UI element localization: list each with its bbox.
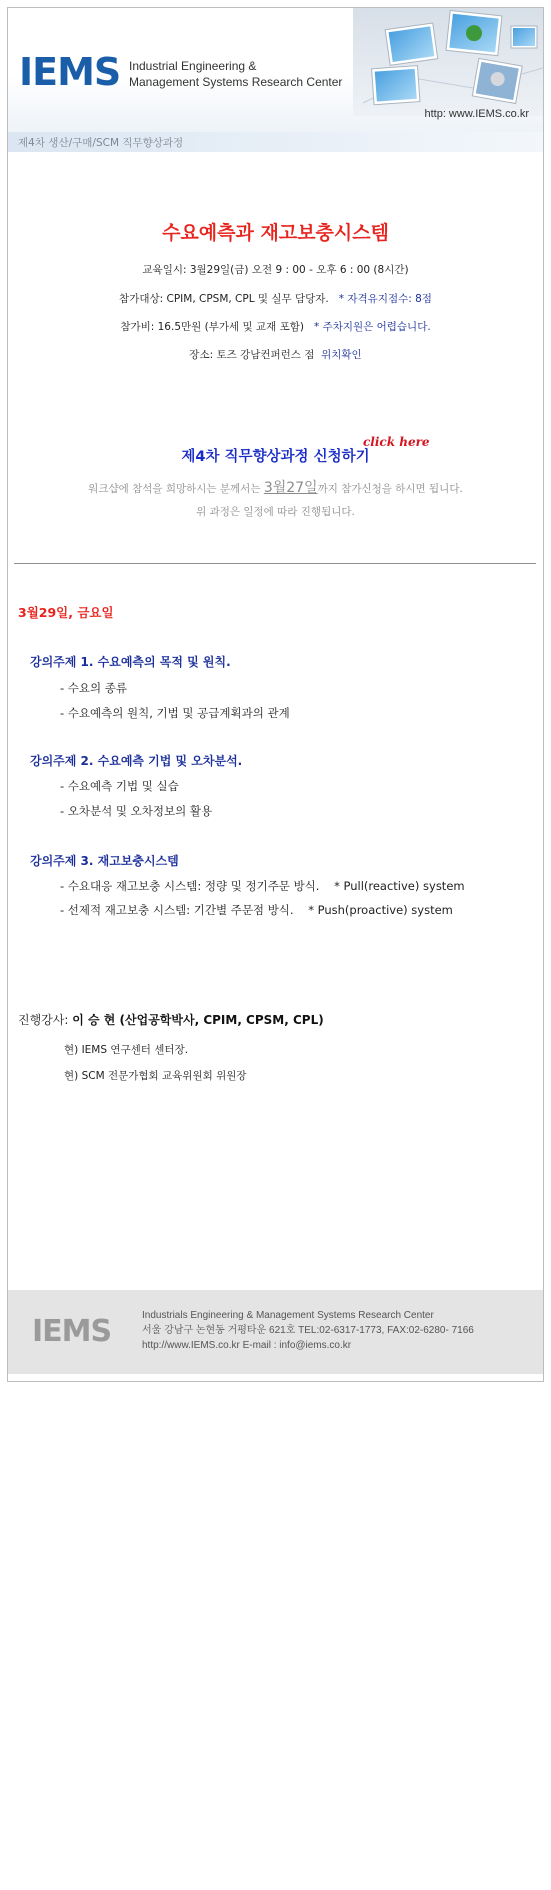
topic-1-title: 강의주제 1. 수요예측의 목적 및 원칙. <box>30 655 231 669</box>
apply-note-before: 워크샵에 참석을 희망하시는 분께서는 <box>88 483 264 495</box>
lecturer-line <box>18 1011 324 1028</box>
header-banner <box>8 8 543 132</box>
topic-3-title: 강의주제 3. 재고보충시스템 <box>30 854 179 868</box>
course-title: 수요예측과 재고보충시스템 <box>162 222 389 244</box>
topic-1-item: - 수요예측의 원칙, 기법 및 공급계획과의 관계 <box>60 706 290 720</box>
breadcrumb-bar <box>8 132 543 152</box>
footer-contact <box>142 1308 474 1353</box>
course-target <box>8 291 543 306</box>
course-fee-note: * 주차지원은 어렵습니다. <box>313 321 431 333</box>
topic-2-item: - 수요예측 기법 및 실습 <box>60 779 179 793</box>
newsletter-frame <box>7 7 544 1382</box>
course-place <box>8 347 543 362</box>
course-fee <box>8 319 543 334</box>
topic-2-title: 강의주제 2. 수요예측 기법 및 오차분석. <box>30 754 243 768</box>
lecturer-label: 진행강사: <box>18 1013 73 1027</box>
header-url[interactable]: http: www.IEMS.co.kr <box>424 108 529 120</box>
footer-org: Industrials Engineering & Management Systems Research Center <box>142 1310 434 1321</box>
apply-link[interactable]: 제4차 직무향상과정 신청하기 <box>181 449 370 465</box>
click-here-label[interactable]: click here <box>363 435 430 449</box>
lecturer-role: 현) SCM 전문가협회 교육위원회 위원장 <box>64 1070 247 1082</box>
session-date: 3월29일, 금요일 <box>18 605 114 620</box>
course-date: 교육일시: 3월29일(금) 오전 9 : 00 - 오후 6 : 00 (8시간) <box>142 264 409 276</box>
org-name-line1: Industrial Engineering & <box>129 59 257 73</box>
org-name-line2: Management Systems Research Center <box>129 75 343 89</box>
topic-2-item: - 오차분석 및 오차정보의 활용 <box>60 804 213 818</box>
header-decoration-image <box>353 8 543 116</box>
schedule-note: 위 과정은 일정에 따라 진행됩니다. <box>196 506 355 518</box>
footer <box>8 1290 543 1374</box>
topic-1-item: - 수요의 종류 <box>60 681 128 695</box>
apply-deadline-note <box>8 477 543 497</box>
apply-note-after: 까지 참가신청을 하시면 됩니다. <box>317 483 463 495</box>
location-link[interactable]: 위치확인 <box>321 349 362 361</box>
section-divider <box>14 563 536 564</box>
footer-address: 서울 강남구 논현동 거평타운 621호 TEL:02-6317-1773, FAX:02-6280- 7166 <box>142 1325 474 1336</box>
iems-logo: IEMS <box>19 50 121 94</box>
course-fee-text: 참가비: 16.5만원 (부가세 및 교재 포함) <box>120 321 304 333</box>
lecturer-name: 이 승 현 (산업공학박사, CPIM, CPSM, CPL) <box>72 1013 324 1027</box>
org-name <box>129 58 342 90</box>
course-place-text: 장소: 토즈 강남컨퍼런스 점 <box>189 349 315 361</box>
apply-deadline-date: 3월27일 <box>263 480 318 496</box>
footer-logo: IEMS <box>32 1314 112 1349</box>
footer-web-email[interactable]: http://www.IEMS.co.kr E-mail : info@iems.co.kr <box>142 1340 352 1351</box>
course-target-note: * 자격유지점수: 8점 <box>338 293 432 305</box>
lecturer-role: 현) IEMS 연구센터 센터장. <box>64 1044 189 1056</box>
topic-3-item: - 선제적 재고보충 시스템: 기간별 주문점 방식. * Push(proactive) system <box>60 903 453 917</box>
topic-3-item: - 수요대응 재고보충 시스템: 정량 및 정기주문 방식. * Pull(reactive) system <box>60 879 465 893</box>
breadcrumb: 제4차 생산/구매/SCM 직무향상과정 <box>18 137 184 149</box>
course-target-text: 참가대상: CPIM, CPSM, CPL 및 실무 담당자. <box>119 293 329 305</box>
